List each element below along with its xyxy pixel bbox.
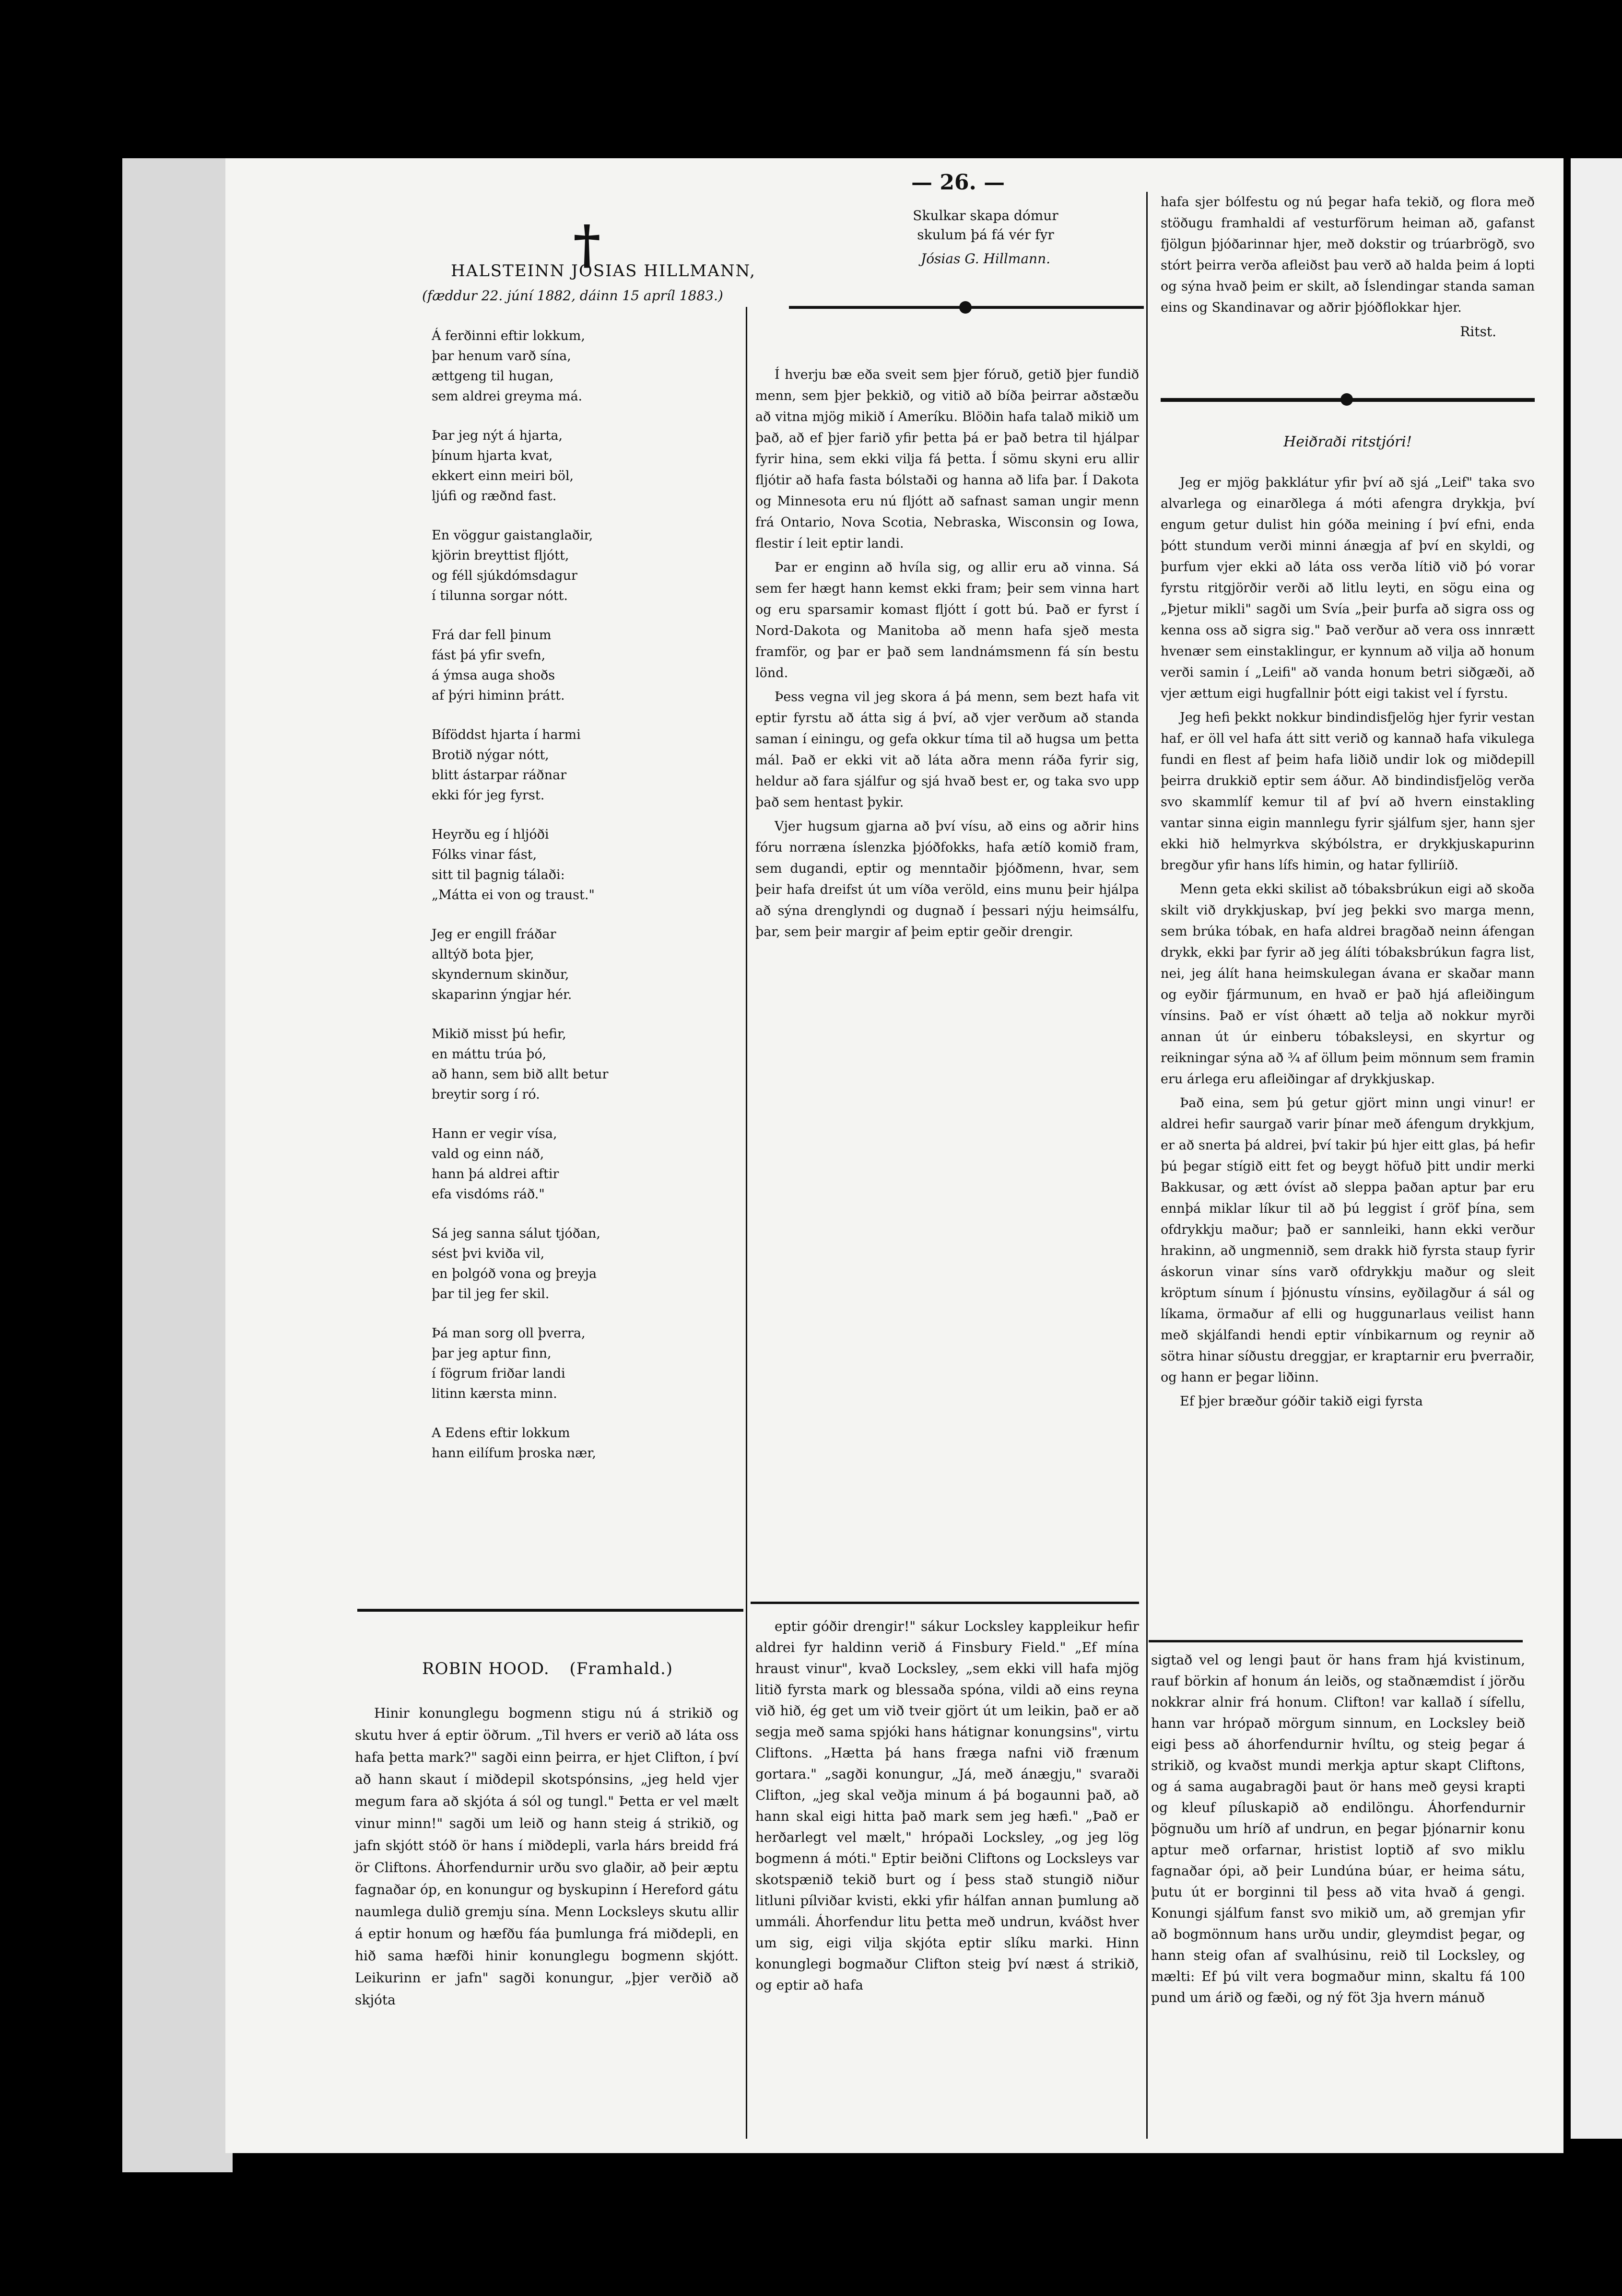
cross-icon: † [573,213,601,275]
column-rule [357,1609,743,1612]
letter-title: Heiðraði ritstjóri! [1283,433,1412,450]
column-rule [751,1602,1139,1604]
stanza: Bíföddst hjarta í harmi Brotið nýgar nótt, blitt ástarpar ráðnar ekki fór jeg fyrst. [432,727,581,803]
middle-header: Skulkar skapa dómur skulum þá fá vér fyr Jósias G. Hillmann. [913,208,1058,267]
column-separator [1146,192,1148,2139]
robin-hood-text: Hinir konunglegu bogmenn stigu nú á strikið og skutu hver á eptir öðrum. „Til hvers er verið að láta oss hafa þetta mark?" sagði einn þeirra, er hjet Clifton, í því að hann skaut í miðdepil skotspónsins, „jeg held vjer megum fara að skjóta á sól og tungl." Þetta er vel mælt vinur minn!" sagði um leið og hann steig á strikið, og jafn skjótt stóð ör hans í miðdepli, varla hárs breidd frá ör Cliftons. Áhorfendurnir urðu svo glaðir, að þeir æptu fagnaðar óp, en konungur og byskupinn í Hereford gátu naumlega dulið gremju sína. Menn Locksleys skutu allir á eptir honum og hæfðu fáa þumlunga frá miðdepli, en hið sama hæfði hinir konunglegu bogmenn skjótt. Leikurinn er jafn" sagði konungur, „þjer verðið að skjóta [355,1705,739,2008]
stanza: En vöggur gaistanglaðir, kjörin breyttist fljótt, og féll sjúkdómsdagur í tilunna sorgar nótt. [432,528,593,603]
obituary-dates: (fæddur 22. júní 1882, dáinn 15 apríl 1883.) [422,288,723,304]
column-rule [1149,1640,1523,1642]
stanza: Sá jeg sanna sálut tjóðan, sést þvi kviða vil, en þolgóð vona og þreyja þar til jeg fer skil. [432,1226,601,1301]
right-continuation: sigtað vel og lengi þaut ör hans fram hjá kvistinum, rauf börkin af honum án leiðs, og staðnæmdist í jörðu nokkrar alnir frá honum. Clifton! var kallað í sífellu, hann var hrópað mörgum sinnum, en Locksley beið eigi þess að áhorfendurnir hvíltu, og steig þegar á strikið, og kvaðst mundi merkja aptur skapt Cliftons, og á sama augabragði þaut ör hans með geysi krapti og kleuf píluskapið að endilöngu. Áhorfendurnir þögnuðu um hríð af undrun, en þegar þjónarnir konu aptur með orfarnar, hristist loptið af svo miklu fagnaðar ópi, að þeir Lundúna búar, er heima sátu, þutu út er borginni til þess að vita hvað á gengi. Konungi sjálfum fanst svo mikið um, að gremjan yfir að bogmönnum hans urðu undir, gleymdist þegar, og hann steig ofan af svalhúsinu, reið til Locksley, og mælti: Ef þú vilt vera bogmaður minn, skaltu fá 100 pund um árið og fæði, og ný föt 3ja hvern mánuð [1151,1652,1525,2005]
stanza: A Edens eftir lokkum hann eilífum þroska nær, [432,1426,596,1461]
stanza: Frá dar fell þinum fást þá yfir svefn, á ýmsa auga shoðs af þýri himinn þrátt. [432,628,565,703]
obituary-poem [432,326,700,1483]
page-number: — 26. — [911,170,1005,195]
next-page-edge [1571,158,1622,2139]
robin-hood-title: ROBIN HOOD. (Framhald.) [422,1659,673,1678]
stanza: Heyrðu eg í hljóði Fólks vinar fást, sitt til þagnig tálaði: „Mátta ei von og traust." [432,827,595,902]
stanza: Þá man sorg oll þverra, þar jeg aptur finn, í fögrum friðar landi litinn kærsta minn. [432,1326,586,1401]
middle-article: Í hverju bæ eða sveit sem þjer fóruð, getið þjer fundið menn, sem þjer þekkið, og vitið að bíða þeirrar aðstæðu að vitna mjög mikið í Ameríku. Blöðin hafa talað mikið um það, að ef þjer farið yfir þetta þá er það betra til hjálpar fyrir hina, sem ekki vilja fá þetta. Í sömu skyni eru allir fljótir að hafa fasta bólstaði og hanna að lifa þar. Í Dakota og Minnesota eru nú fljótt að safnast saman ungir menn frá Ontario, Nova Scotia, Nebraska, Wisconsin og Iowa, flestir í leit eptir landi. Þar er enginn að hvíla sig, og allir eru að vinna. Sá sem fer hægt hann kemst ekki fram; þeir sem vinna hart og eru sparsamir komast fljótt í gott bú. Það er fyrst í Nord-Dakota og Manitoba að menn hafa sjeð mesta framför, og þar er það sem landnámsmenn fá sín bestu lönd. Þess vegna vil jeg skora á þá menn, sem bezt hafa vit eptir fyrstu að átta sig á því, að vjer verðum að standa saman í einingu, og gefa okkur tíma til að hugsa um þetta mál. Það er ekki vit að láta aðra menn ráða fyrir sig, heldur að fara sjálfur og sjá hvað best er, og taka svo upp það sem hentast þykir. Vjer hugsum gjarna að því vísu, að eins og aðrir hins fóru norræna íslenzka þjóðfokks, hafa ætíð komið fram, sem dugandi, eptir og menntaðir þjóðmenn, hvar, sem þeir hafa dreifst út um víða veröld, eins munu þeir hjálpa að sýna drenglyndi og dugnað í þessari nýju heimsálfu, þar, sem þeir margir af þeim eptir geðir drengir. [755,367,1139,939]
stanza: Jeg er engill fráðar alltýð bota þjer, skyndernum skinður, skaparinn ýngjar hér. [432,927,572,1002]
stanza: Hann er vegir vísa, vald og einn náð, hann þá aldrei aftir efa visdóms ráð." [432,1126,559,1202]
stanza: Þar jeg nýt á hjarta, þínum hjarta kvat, ekkert einn meiri böl, ljúfi og ræðnd fast. [432,428,574,504]
facing-page-edge [122,158,233,2172]
right-top-text: hafa sjer bólfestu og nú þegar hafa tekið, og flora með stöðugu framhaldi af vesturförum heiman að, gafanst fjölgun þjóðarinnar hjer, með dokstir og trúarbrögð, svo stórt þeirra verða afleiðst þau verð að halda þeim á lopti og sýna hvað þeim er skilt, að Íslendingar standa saman eins og Skandinavar og aðrir þjóðflokkar hjer. Ritst. [1161,195,1535,340]
ornament-dot-icon [1340,393,1353,406]
column-separator [746,307,747,2139]
stanza: Mikið misst þú hefir, en máttu trúa þó, að hann, sem bið allt betur breytir sorg í ró. [432,1027,609,1102]
ornament-dot-icon [959,301,972,314]
middle-continuation: eptir góðir drengir!" sákur Locksley kappleikur hefir aldrei fyr haldinn verið á Finsbury Field." „Ef mína hraust vinur", kvað Locksley, „sem ekki vill hafa mjög litið fyrsta mark og blessaða spóna, vildi að eins reyna við hið, ég get um við tveir gjört út um leikin, það er að segja með sama spjóki hans hátignar konungsins", virtu Cliftons. „Hætta þá hans fræga nafni við frænum gortara." „sagði konungur, „Já, með ánægju," svaraði Clifton, „jeg skal veðja minum á þá bogaunni það, að hann skal eigi hitta það mark sem jeg hæfi." „Það er herðarlegt vel mælt," hrópaði Locksley, „og jeg lög bogmenn á móti." Eptir beiðni Cliftons og Locksleys var skotspænið tekið burt og í þess stað stungið niður litluni pílviðar kvisti, ekki yfir hálfan annan þumlung að ummáli. Áhorfendur litu þetta með undrun, kváðst hver um sig, eigi vilja skjóta eptir slíku marki. Hinn konunglegi bogmaður Clifton steig því næst á strikið, og eptir að hafa [755,1618,1139,1993]
obituary-title: HALSTEINN JÓSIAS HILLMANN, [451,261,756,281]
stanza: Á ferðinni eftir lokkum, þar henum varð sína, ættgeng til hugan, sem aldrei greyma má. [432,328,585,404]
right-article: Jeg er mjög þakklátur yfir því að sjá „Leif" taka svo alvarlega og einarðlega á móti afengra drykkja, því engum getur dulist hin góða meining í því efni, enda þótt stundum verði minni ánægja af því en skyldi, og þurfum vjer ekki að láta oss verða lítið við þó vorar fyrstu ritgjörðir verði að litlu leyti, en sögu eina og „Þjetur mikli" sagði um Svía „þeir þurfa að sigra oss og kenna oss að sigra sig." Það verður að vera oss innrætt hvenær sem einstaklingur, er kynnum að vilja að honum verði samin í „Leifi" að vanda honum betri siðgæði, að vjer ættum eigi hugfallnir þótt eigi takist vel í fyrstu. Jeg hefi þekkt nokkur bindindisfjelög hjer fyrir vestan haf, er öll vel hafa átt sitt verið og kannað hafa vikulega fundi en flest af þeim hafa liðið undir lok og miðdepill þeirra drukkið eptir sem áður. Að bindindisfjelög verða svo skammlíf kemur til af því að hvern einstakling vantar sinna eigin mannlegu fyrir sjálfum sjer, hann sjer ekki hið helmyrkva skýbólstra, er drykkjuskapurinn bregður yfir hans lífs himin, og hatar fylliríið. Menn geta ekki skilist að tóbaksbrúkun eigi að skoða skilt við drykkjuskap, því jeg þekki svo marga menn, sem brúka tóbak, en hafa aldrei bragðað neinn áfengan drykk, ekki þar fyrir að jeg álíti tóbaksbrúkun fagra list, nei, jeg álít hana heimskulegan ávana er skaðar mann og eyðir fjármunum, en hvað er það hjá afleiðingum vínsins. Það er víst óhætt að telja að nokkur myrði annan út úr einberu tóbaksleysi, en skyrtur og reikningar sýna að ¾ af öllum þeim mönnum sem framin eru árlega eru afleiðingar af drykkjuskap. Það eina, sem þú getur gjört minn ungi vinur! er aldrei hefir saurgað varir þínar með áfengum drykkjum, er að snerta þá aldrei, því takir þú hjer eitt glas, þá hefir þú þegar stígið eitt fet og beygt höfuð þitt undir merki Bakkusar, og ætt óvíst að sleppa þaðan aptur þar eru ennþá miklar líkur til að þú leggist í gröf þína, sem ofdrykkju maður; það er sannleiki, hann ekki verður hrakinn, að ungmennið, sem drakk hið fyrsta staup fyrir áskorun vinar síns varð ofdrykkju maður og sleit kröptum sínum í þjónustu vínsins, eyðilagður á sál og líkama, örmaður af elli og huggunarlaus veilist hann með skjálfandi hendi eptir vínbikarnum og reynir að sötra hinar síðustu dreggjar, er kraptarnir eru þverraðir, og hann er þegar liðinn. Ef þjer bræður góðir takið eigi fyrsta [1161,475,1535,1409]
